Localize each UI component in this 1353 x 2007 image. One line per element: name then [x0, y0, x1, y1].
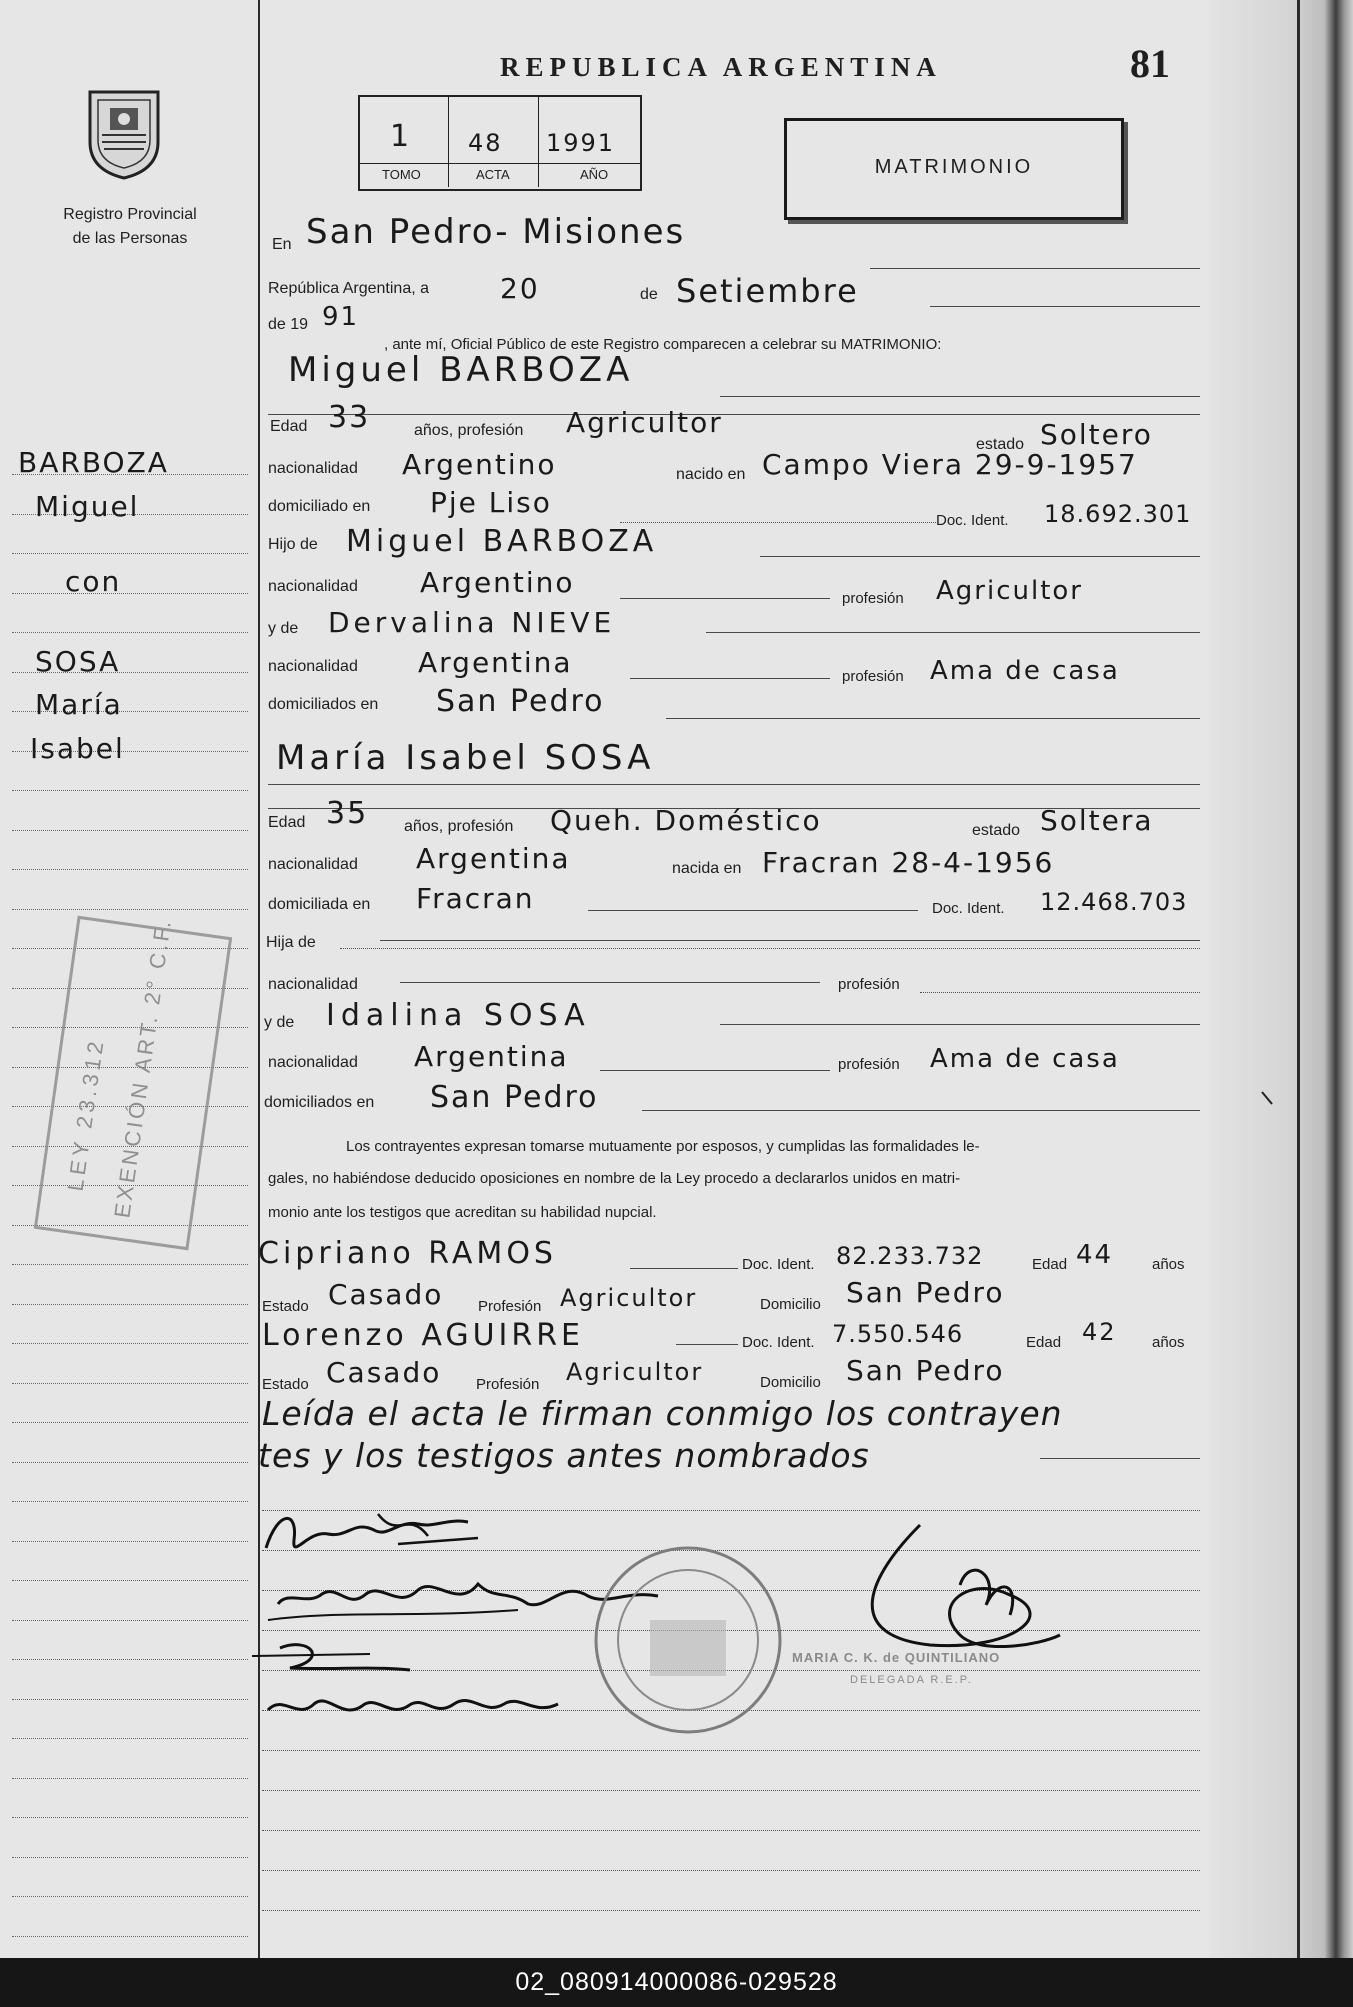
stamp-line2: EXENCIÓN ART. 2° C.F.	[109, 916, 177, 1220]
binding-edge	[1210, 0, 1353, 1958]
place-value: San Pedro- Misiones	[306, 212, 686, 252]
margin-mark-icon	[1260, 1090, 1280, 1110]
bride-father-nat-label: nacionalidad	[268, 976, 358, 993]
margin-note-name-groom: Miguel	[35, 490, 140, 523]
bride-nac-label: nacionalidad	[268, 856, 358, 873]
witness2-prof-label: Profesión	[476, 1376, 540, 1393]
margin-ruled-line	[12, 1304, 248, 1305]
margin-ruled-line	[12, 1620, 248, 1621]
groom-doc: 18.692.301	[1044, 500, 1192, 528]
margin-ruled-line	[12, 1778, 248, 1779]
witness2-estado-label: Estado	[262, 1376, 309, 1393]
margin-ruled-line	[12, 909, 248, 910]
hijo-label: Hijo de	[268, 536, 318, 553]
witness2-prof: Agricultor	[566, 1358, 704, 1386]
witness1-estado: Casado	[328, 1278, 444, 1311]
margin-ruled-line	[12, 1936, 248, 1937]
margin-note-con: con	[65, 565, 122, 598]
bride-doc-label: Doc. Ident.	[932, 900, 1005, 917]
witness1-signature-icon	[250, 1630, 430, 1680]
bride-profession: Queh. Doméstico	[550, 804, 822, 837]
margin-ruled-line	[12, 1817, 248, 1818]
bride-anios-prof-label: años, profesión	[404, 818, 514, 835]
declaration-line2: gales, no habiéndose deducido oposiciones en nombre de la Ley procedo a declararlos unidos en matri-	[268, 1170, 961, 1187]
groom-father-nat-label: nacionalidad	[268, 578, 358, 595]
witness1-dom-label: Domicilio	[760, 1296, 821, 1313]
witness2-name: Lorenzo AGUIRRE	[262, 1318, 585, 1353]
declaration-line1: Los contrayentes expresan tomarse mutuamente por esposos, y cumplidas las formalidades le-	[346, 1138, 980, 1155]
margin-note-name-bride: María	[35, 688, 123, 721]
witness2-dom-label: Domicilio	[760, 1374, 821, 1391]
bride-parents-dom-label: domiciliados en	[264, 1094, 375, 1111]
bride-address: Fracran	[416, 882, 535, 915]
groom-age: 33	[328, 400, 371, 435]
act-type-label: MATRIMONIO	[874, 156, 1034, 178]
closing-line2: tes y los testigos antes nombrados	[258, 1436, 870, 1475]
margin-note-surname-groom: BARBOZA	[18, 446, 169, 479]
margin-ruled-line	[12, 553, 248, 554]
groom-mother-nat-label: nacionalidad	[268, 658, 358, 675]
anio-value: 1991	[546, 129, 616, 157]
bride-dom-label: domiciliada en	[268, 896, 371, 913]
bride-civil-status: Soltera	[1040, 804, 1154, 837]
margin-ruled-line	[12, 632, 248, 633]
exemption-stamp	[34, 916, 232, 1251]
groom-father-prof-label: profesión	[842, 590, 904, 607]
groom-parents-dom: San Pedro	[436, 684, 605, 719]
witness1-prof-label: Profesión	[478, 1298, 542, 1315]
witness2-signature-icon	[258, 1680, 578, 1730]
margin-ruled-line	[12, 593, 248, 594]
bride-mother-prof-label: profesión	[838, 1056, 900, 1073]
margin-ruled-line	[12, 830, 248, 831]
groom-profession: Agricultor	[566, 406, 723, 439]
margin-ruled-line	[12, 1383, 248, 1384]
witness1-age: 44	[1076, 1240, 1114, 1270]
margin-ruled-line	[12, 1580, 248, 1581]
image-id-footer: 02_080914000086-029528	[0, 1958, 1353, 2007]
de-label: de	[640, 286, 658, 303]
year-prefix: de 19	[268, 316, 309, 333]
bride-mother-nat: Argentina	[414, 1040, 569, 1073]
groom-mother-nat: Argentina	[418, 646, 573, 679]
bride-mother: Idalina SOSA	[326, 998, 591, 1033]
body-ruled-line	[262, 1790, 1200, 1791]
margin-ruled-line	[12, 790, 248, 791]
acta-value: 48	[468, 129, 503, 157]
groom-nationality: Argentino	[402, 448, 557, 481]
witness2-age: 42	[1082, 1318, 1117, 1346]
witness2-estado: Casado	[326, 1356, 442, 1389]
day-value: 20	[500, 272, 540, 305]
closing-line1: Leída el acta le firman conmigo los contrayen	[262, 1394, 1063, 1433]
bride-yde-label: y de	[264, 1014, 295, 1031]
bride-nationality: Argentina	[416, 842, 571, 875]
groom-doc-label: Doc. Ident.	[936, 512, 1009, 529]
bride-age: 35	[326, 796, 369, 831]
groom-father: Miguel BARBOZA	[346, 524, 658, 559]
registry-line2: de las Personas	[72, 230, 188, 247]
official-title: DELEGADA R.E.P.	[850, 1674, 973, 1686]
official-name: MARIA C. K. de QUINTILIANO	[792, 1650, 1001, 1665]
act-type-box	[784, 118, 1124, 220]
groom-mother: Dervalina NIEVE	[328, 606, 616, 639]
bride-name: María Isabel SOSA	[276, 738, 655, 778]
left-margin	[0, 0, 258, 1958]
declaration-line3: monio ante los testigos que acreditan su habilidad nupcial.	[268, 1204, 657, 1221]
month-value: Setiembre	[676, 272, 859, 310]
groom-nac-label: nacionalidad	[268, 460, 358, 477]
witness1-anios-label: años	[1152, 1256, 1185, 1273]
stamp-line1: LEY 23.312	[62, 1036, 109, 1193]
tomo-value: 1	[390, 119, 412, 154]
country-title: REPUBLICA ARGENTINA	[500, 52, 942, 82]
groom-dom-label: domiciliado en	[268, 498, 371, 515]
witness1-dom: San Pedro	[846, 1276, 1005, 1309]
margin-ruled-line	[12, 1738, 248, 1739]
binding-shadow	[1297, 0, 1300, 1958]
year-suffix: 91	[322, 302, 360, 332]
body-ruled-line	[262, 1750, 1200, 1751]
acta-label: ACTA	[476, 167, 510, 182]
margin-ruled-line	[12, 1699, 248, 1700]
page-number: 81	[1130, 41, 1170, 86]
bride-estado-label: estado	[972, 822, 1021, 839]
margin-ruled-line	[12, 1857, 248, 1858]
groom-name: Miguel BARBOZA	[288, 350, 634, 390]
margin-ruled-line	[12, 1896, 248, 1897]
margin-ruled-line	[12, 1343, 248, 1344]
margin-ruled-line	[12, 1422, 248, 1423]
body-ruled-line	[262, 1870, 1200, 1871]
province-seal-icon	[80, 80, 168, 180]
groom-signature-icon	[258, 1500, 498, 1570]
groom-address: Pje Liso	[430, 486, 552, 519]
bride-edad-label: Edad	[268, 814, 306, 831]
bride-father-prof-label: profesión	[838, 976, 900, 993]
body-ruled-line	[262, 1830, 1200, 1831]
hija-label: Hija de	[266, 934, 316, 951]
en-label: En	[272, 236, 292, 253]
bride-mother-prof: Ama de casa	[930, 1044, 1120, 1074]
groom-father-nat: Argentino	[420, 566, 575, 599]
bride-parents-dom: San Pedro	[430, 1080, 599, 1115]
groom-nacido-label: nacido en	[676, 466, 746, 483]
witness1-edad-label: Edad	[1032, 1256, 1068, 1273]
margin-ruled-line	[12, 1264, 248, 1265]
witness2-doc: 7.550.546	[832, 1320, 964, 1348]
witness1-name: Cipriano RAMOS	[258, 1236, 557, 1271]
margin-ruled-line	[12, 1462, 248, 1463]
tomo-label: TOMO	[382, 167, 421, 182]
bride-nacida-label: nacida en	[672, 860, 742, 877]
ante-text: , ante mí, Oficial Público de este Registro comparecen a celebrar su MATRIMONIO:	[384, 336, 942, 353]
groom-civil-status: Soltero	[1040, 418, 1153, 451]
witness1-doc: 82.233.732	[836, 1242, 984, 1270]
margin-note-surname-bride: SOSA	[35, 645, 121, 678]
margin-ruled-line	[12, 1541, 248, 1542]
margin-note-name2-bride: Isabel	[30, 732, 125, 765]
bride-doc: 12.468.703	[1040, 888, 1188, 916]
witness2-doc-label: Doc. Ident.	[742, 1334, 815, 1351]
margin-ruled-line	[12, 1501, 248, 1502]
witness1-estado-label: Estado	[262, 1298, 309, 1315]
bride-mother-nat-label: nacionalidad	[268, 1054, 358, 1071]
bride-birthplace: Fracran 28-4-1956	[762, 846, 1055, 879]
registry-line1: Registro Provincial	[63, 206, 197, 223]
groom-anios-prof-label: años, profesión	[414, 422, 524, 439]
witness2-anios-label: años	[1152, 1334, 1185, 1351]
margin-ruled-line	[12, 869, 248, 870]
witness2-dom: San Pedro	[846, 1354, 1005, 1387]
witness2-edad-label: Edad	[1026, 1334, 1062, 1351]
anio-label: AÑO	[580, 167, 609, 182]
groom-mother-prof-label: profesión	[842, 668, 904, 685]
margin-ruled-line	[12, 1659, 248, 1660]
witness1-prof: Agricultor	[560, 1284, 698, 1312]
official-round-seal-icon	[588, 1540, 788, 1740]
groom-mother-prof: Ama de casa	[930, 656, 1120, 686]
republica-label: República Argentina, a	[268, 280, 429, 297]
witness1-doc-label: Doc. Ident.	[742, 1256, 815, 1273]
groom-birthplace: Campo Viera 29-9-1957	[762, 448, 1138, 481]
groom-parents-dom-label: domiciliados en	[268, 696, 379, 713]
groom-yde-label: y de	[268, 620, 299, 637]
groom-edad-label: Edad	[270, 418, 308, 435]
record-box	[358, 95, 642, 191]
groom-estado-label: estado	[976, 436, 1025, 453]
groom-father-prof: Agricultor	[936, 576, 1083, 606]
body-ruled-line	[262, 1910, 1200, 1911]
